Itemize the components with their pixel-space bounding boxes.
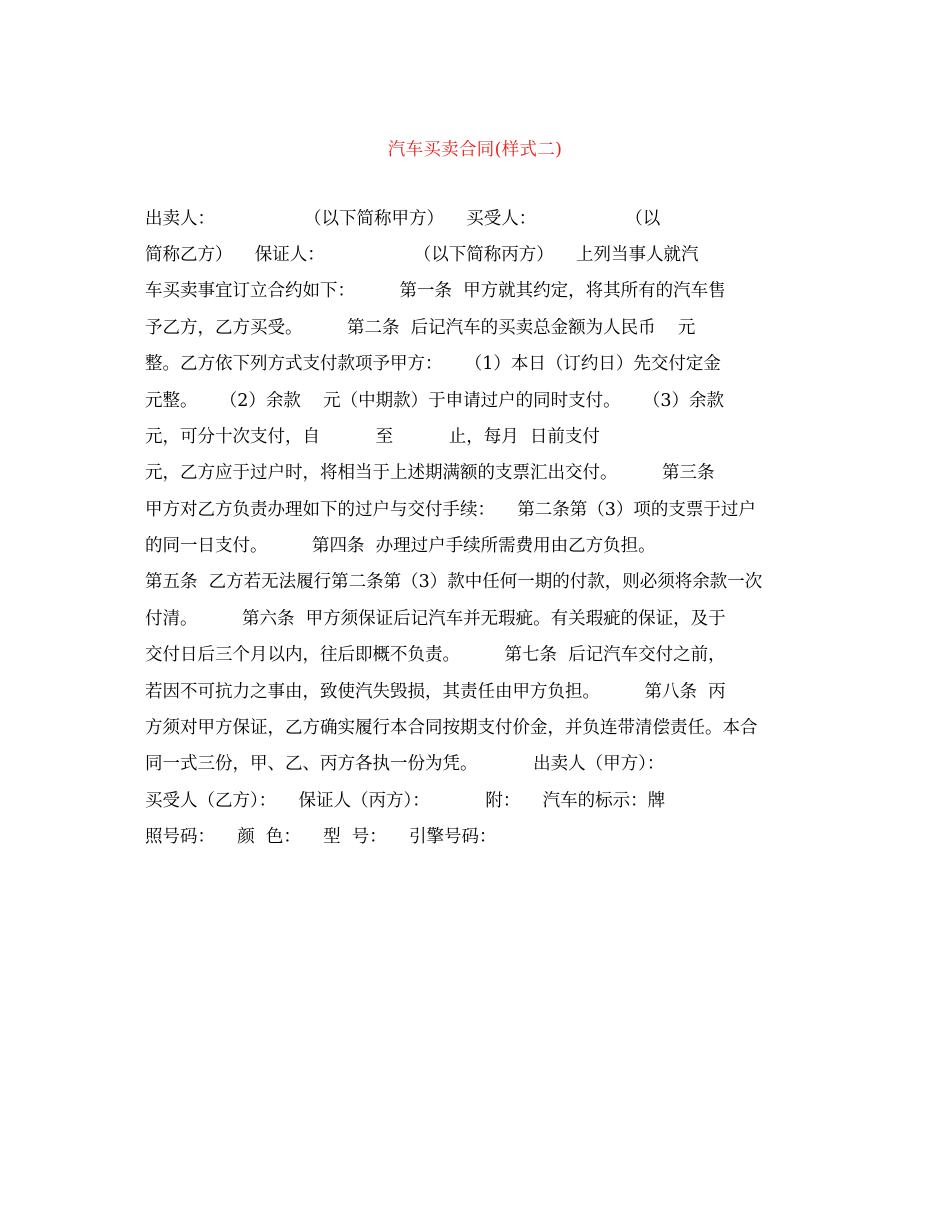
body-line: 买受人（乙方）： 保证人（丙方）： 附： 汽车的标示：牌 bbox=[145, 791, 666, 811]
body-line: 方须对甲方保证，乙方确实履行本合同按期支付价金，并负连带清偿责任。本合 bbox=[145, 718, 758, 738]
body-line: 予乙方，乙方买受。 第二条 后记汽车的买卖总金额为人民币 元 bbox=[145, 318, 696, 338]
body-line: 同一式三份，甲、乙、丙方各执一份为凭。 出卖人（甲方）： bbox=[145, 754, 665, 774]
body-line: 第五条 乙方若无法履行第二条第（3）款中任何一期的付款，则必须将余款一次 bbox=[145, 572, 763, 592]
body-line: 若因不可抗力之事由，致使汽失毁损，其责任由甲方负担。 第八条 丙 bbox=[145, 682, 726, 702]
body-line: 整。乙方依下列方式支付款项予甲方： （1）本日（订约日）先交付定金 bbox=[145, 354, 721, 374]
body-line: 的同一日支付。 第四条 办理过户手续所需费用由乙方负担。 bbox=[145, 536, 656, 556]
body-line: 付清。 第六条 甲方须保证后记汽车并无瑕疵。有关瑕疵的保证，及于 bbox=[145, 609, 726, 629]
body-line: 元，可分十次支付，自 至 止，每月 日前支付 bbox=[145, 427, 600, 447]
body-line: 交付日后三个月以内，往后即概不负责。 第七条 后记汽车交付之前， bbox=[145, 645, 726, 665]
body-line: 元整。 （2）余款 元（中期款）于申请过户的同时支付。 （3）余款 bbox=[145, 391, 725, 411]
body-line: 车买卖事宜订立合约如下： 第一条 甲方就其约定，将其所有的汽车售 bbox=[145, 281, 726, 301]
document-title: 汽车买卖合同(样式二) bbox=[387, 140, 563, 160]
body-line: 简称乙方） 保证人： （以下简称丙方） 上列当事人就汽 bbox=[145, 245, 699, 265]
body-line: 照号码： 颜 色： 型 号： 引擎号码： bbox=[145, 827, 497, 847]
body-line: 元，乙方应于过户时，将相当于上述期满额的支票汇出交付。 第三条 bbox=[145, 463, 715, 483]
body-line: 甲方对乙方负责办理如下的过户与交付手续： 第二条第（3）项的支票于过户 bbox=[145, 500, 756, 520]
body-line: 出卖人： （以下简称甲方） 买受人： （以 bbox=[145, 209, 661, 229]
